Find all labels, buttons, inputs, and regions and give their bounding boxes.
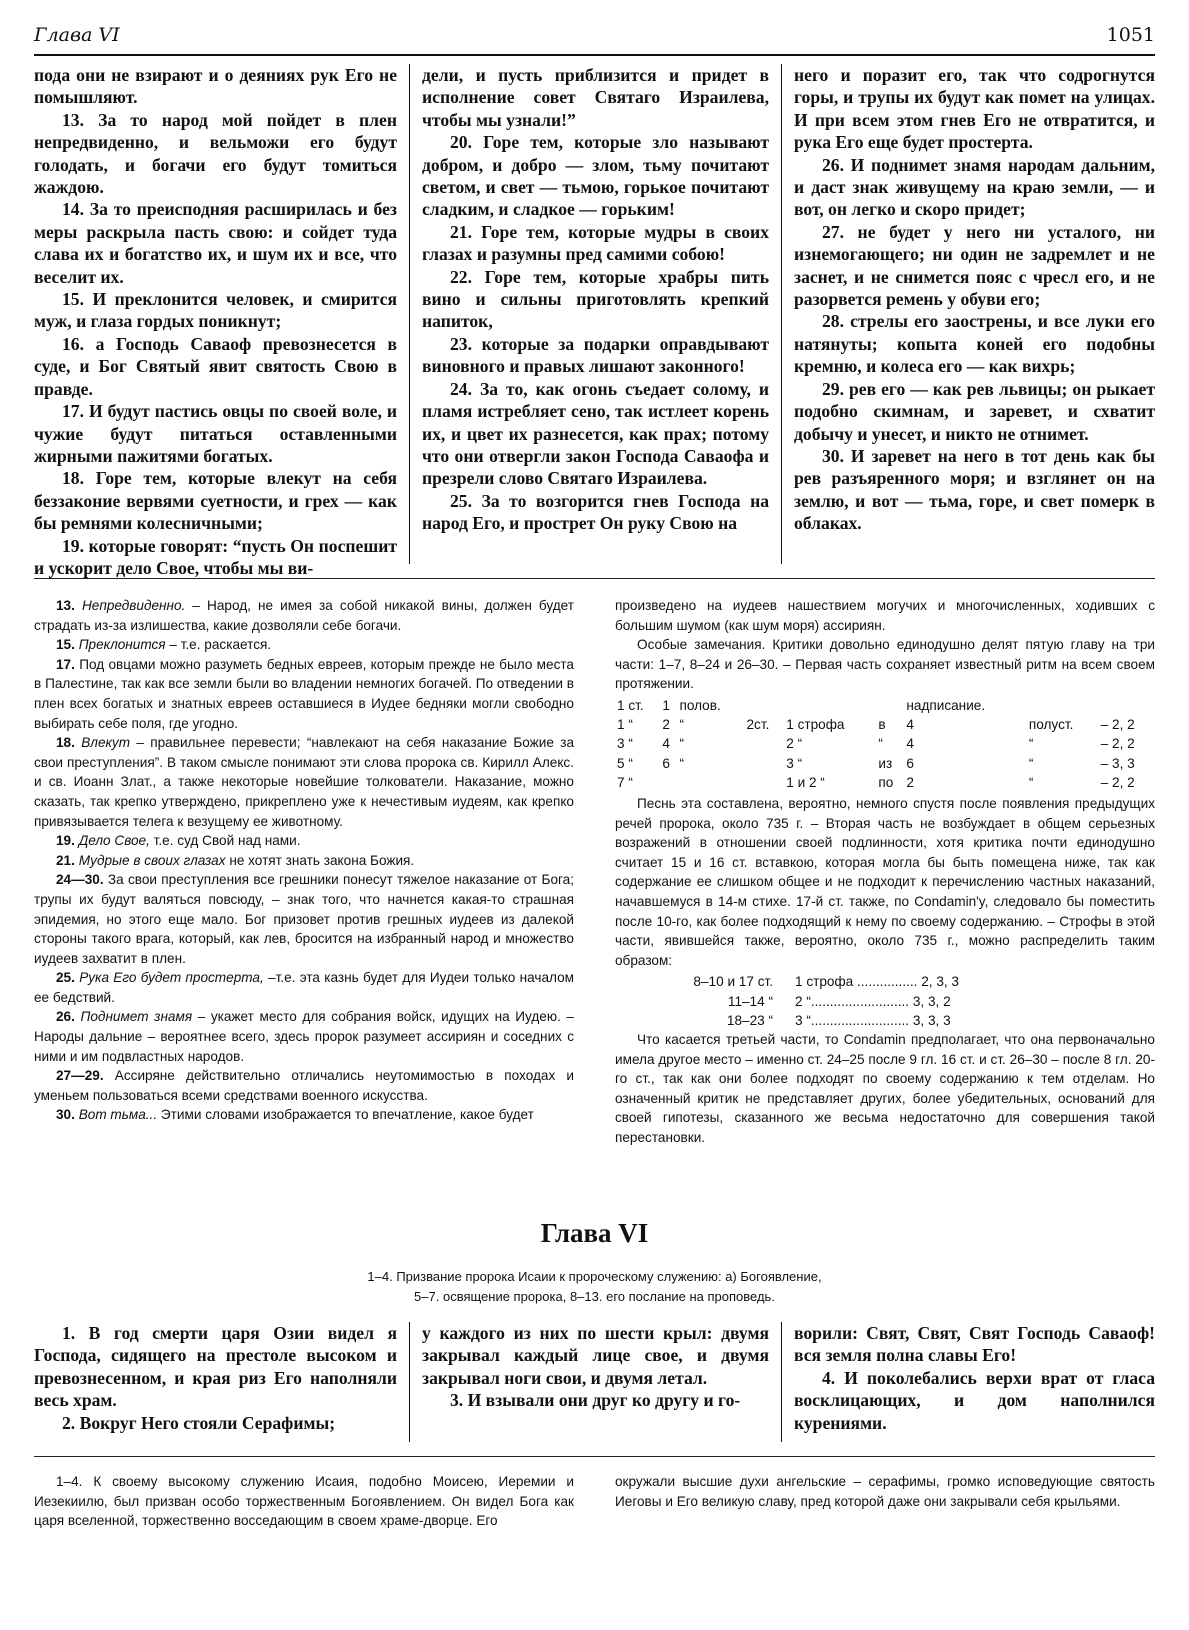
strophe-row: 11–14 “ 2 “.......................... 3, 3, 2	[727, 993, 951, 1009]
rhythm-cell: 1 и 2 “	[786, 774, 825, 790]
commentary-paragraph: Что касается третьей части, то Condamin предполагает, что она первоначально имела другое место – именно ст. 24–25 после 9 гл. 16 ст. и ст. 26–30 – после 8 гл. 20-го ст., так как они более подходят по своему содержанию к тем отделам. Но означенный критик не представляет других, более убедительных, оснований для своей гипотезы, сказанного же весьма недостаточно для совершения такой перестановки.	[615, 1031, 1155, 1145]
rhythm-row	[615, 696, 1155, 715]
verse: 22. Горе тем, которые храбры пить вино и сильны приготовлять крепкий напиток,	[422, 266, 769, 332]
rhythm-cell: – 3, 3	[1100, 755, 1135, 771]
verse: 17. И будут пастись овцы по своей воле, и чужие будут питаться оставленными жирными пажитями богатых.	[34, 401, 397, 466]
rhythm-cell: “	[1028, 755, 1034, 771]
chapter-summary-line: 1–4. Призвание пророка Исаии к пророческому служению: а) Богоявление,	[367, 1269, 822, 1284]
verse: 16. а Господь Саваоф превознесется в суде, и Бог Святый явит святость Свою в правде.	[34, 333, 397, 399]
verse: 27. не будет у него ни усталого, ни изнемогающего; ни один не задремлет и не заснет, и не снимется пояс с чресл его, и не разорвется ремень у обуви его;	[794, 221, 1155, 310]
verse: 2. Вокруг Него стояли Серафимы;	[62, 1412, 336, 1433]
header-chapter: Глава VI	[34, 24, 120, 46]
rhythm-cell: 1	[662, 697, 670, 713]
rhythm-cell: 7 “	[617, 774, 633, 790]
commentary-note: 19. Дело Свое, т.е. суд Свой над нами.	[56, 833, 301, 849]
scripture-columns-chapter6	[34, 1322, 1155, 1442]
commentary-note: 15. Преклонится – т.е. раскается.	[56, 637, 272, 653]
page-number: 1051	[1106, 24, 1155, 46]
chapter-title: Глава VI	[540, 1218, 649, 1248]
verse: 13. За то народ мой пойдет в плен непредвиденно, и вельможи его будут голодать, и богачи его будут томиться жаждою.	[34, 109, 397, 198]
rhythm-cell: 5 “	[617, 755, 633, 771]
rhythm-cell: по	[878, 774, 894, 790]
commentary-note: 24—30. За свои преступления все грешники понесут тяжелое наказание от Бога; трупы их будут валяться повсюду, – знак того, что начнется какая-то страшная эпидемия, но этого еще мало. Бог призовет против грешных иудеев из далекой стороны такого врага, который, как лев, бросится на избранный народ и множество иудеев захватит в плен.	[34, 872, 575, 966]
rhythm-cell: 3 “	[786, 755, 803, 771]
rhythm-cell: 4	[662, 736, 670, 752]
verse: 20. Горе тем, которые зло называют добром, и добро — злом, тьму почитают светом, и свет — тьмою, горькое почитают сладким, и сладкое — горьким!	[422, 132, 769, 220]
rhythm-cell: – 2, 2	[1100, 774, 1135, 790]
rhythm-row	[615, 773, 1155, 792]
commentary-note: 13. Непредвиденно. – Народ, не имея за собой никакой вины, должен будет страдать из-за излишества, какие дозволяли себе богачи.	[34, 598, 574, 633]
commentary-paragraph: Песнь эта составлена, вероятно, немного спустя после появления предыдущих речей пророка, около 735 г. – Вторая часть не возбуждает в общем серьезных возражений в отношении своей подлинности, хотя критика почти единодушно считает 15 и 16 ст. вставкою, которая могла бы быть помещена ниже, так как содержание ее слишком общее и не подходит к перечислению частных наказаний, начавшемуся в 14-м стихе. 17-й ст. также, по Condamin'y, следовало бы поместить после 10-го, как более подходящий к нему по своему содержанию. – Строфы в этой части, явившейся также, вероятно, около 735 г., можно распределить таким образом:	[615, 795, 1155, 968]
scripture-column-2	[409, 64, 782, 564]
verse: 14. За то преисподняя расширилась и без меры раскрыла пасть свою: и сойдет туда слава их и богатство их, и шум их и все, что веселит их.	[34, 199, 397, 287]
scripture-column-1	[34, 1322, 409, 1442]
rhythm-cell: 6	[906, 755, 914, 771]
verse: 23. которые за подарки оправдывают виновного и правых лишают законного!	[422, 333, 769, 377]
chapter-summary	[0, 1267, 1189, 1307]
commentary-note: 18. Влекут – правильнее перевести; “навлекают на себя наказание Божие за свои преступления”. В таком смысле понимают эти слова пророка св. Кирилл Алекс. и св. Иоанн Злат., а также некоторые новейшие толкователи. Наказание, можно сказать, так крепко утверждено, прикреплено уже к нечестивым иудеям, как крепко привязывается телега к везущему ее животному.	[34, 735, 574, 829]
commentary-paragraph: 1–4. К своему высокому служению Исаия, подобно Моисею, Иеремии и Иезекиилю, был призван особо торжественным Богоявлением. Он видел Бога как царя вселенной, торжественно восседающим в своем храме-дворце. Его	[34, 1474, 574, 1529]
verse: 15. И преклонится человек, и смирится муж, и глаза гордых поникнут;	[34, 289, 397, 332]
running-header	[34, 20, 1155, 56]
verse: 21. Горе тем, которые мудры в своих глазах и разумны пред самими собою!	[422, 221, 769, 265]
commentary-note: 17. Под овцами можно разуметь бедных евреев, которым прежде не было места в Палестине, так как все земли были во владении немногих богачей. По отведении в плен всех богатых и знатных евреев оставшиеся в Иудее бедняки могли свободно выбирать себе поля, где угодно.	[34, 656, 574, 731]
rhythm-cell: из	[878, 755, 893, 771]
commentary-note: 21. Мудрые в своих глазах не хотят знать закона Божия.	[56, 852, 415, 868]
rhythm-cell: 6	[662, 755, 670, 771]
verse: 4. И поколебались верхи врат от гласа восклицающих, и дом наполнился курениями.	[794, 1367, 1155, 1433]
rhythm-cell: 1 “	[617, 717, 633, 733]
verse: 19. которые говорят: “пусть Он поспешит и ускорит дело Свое, чтобы мы ви-	[34, 535, 397, 578]
verse: 25. За то возгорится гнев Господа на народ Его, и прострет Он руку Свою на	[422, 490, 769, 534]
scripture-column-3	[782, 1322, 1155, 1442]
rhythm-cell: надписание.	[906, 697, 986, 713]
chapter-summary-line: 5–7. освящение пророка, 8–13. его послание на проповедь.	[414, 1289, 775, 1304]
rhythm-cell: – 2, 2	[1100, 736, 1135, 752]
verse: ворили: Свят, Свят, Свят Господь Саваоф! вся земля полна славы Его!	[794, 1323, 1155, 1366]
verse: 1. В год смерти царя Озии видел я Господа, сидящего на престоле высоком и превознесенном, и края риз Его наполняли весь храм.	[34, 1323, 397, 1411]
verse: 28. стрелы его заострены, и все луки его натянуты; копыта коней его подобны кремню, и колеса его — как вихрь;	[794, 311, 1155, 377]
verse: 29. рев его — как рев львицы; он рыкает подобно скимнам, и заревет, и схватит добычу и унесет, и никто не отнимет.	[794, 378, 1155, 444]
rhythm-cell: в	[878, 717, 886, 733]
commentary-note: 30. Вот тьма... Этими словами изображается то впечатление, какое будет	[56, 1107, 534, 1123]
commentary-right	[615, 1472, 1155, 1592]
rhythm-cell	[745, 773, 785, 792]
separator-rule	[34, 578, 1155, 579]
verse: 3. И взывали они друг ко другу и го-	[450, 1390, 741, 1411]
rhythm-cell	[1099, 696, 1155, 715]
rhythm-cell: “	[1028, 774, 1034, 790]
rhythm-cell: – 2, 2	[1100, 717, 1135, 733]
rhythm-cell: полуст.	[1028, 717, 1074, 733]
verse: 18. Горе тем, которые влекут на себя беззаконие вервями суетности, и грех — как бы ремнями колесничными;	[34, 468, 397, 534]
verse: 26. И поднимет знамя народам дальним, и даст знак живущему на краю земли, — и вот, он легко и скоро придет;	[794, 154, 1155, 220]
commentary-bottom	[34, 1472, 1155, 1592]
verse: дели, и пусть приблизится и придет в исполнение совет Святаго Израилева, чтобы мы узнали!”	[422, 65, 769, 130]
strophe-row: 8–10 и 17 ст. 1 строфа ................ 2, 3, 3	[693, 974, 959, 990]
commentary-note: 27—29. Ассиряне действительно отличались неутомимостью в походах и уменьем пользоваться всеми средствами военного искусства.	[34, 1068, 574, 1103]
scripture-column-3	[782, 64, 1155, 564]
rhythm-cell	[876, 696, 904, 715]
rhythm-cell: “	[878, 736, 883, 752]
rhythm-cell: 1 строфа	[786, 717, 845, 733]
rhythm-cell	[1027, 696, 1099, 715]
rhythm-cell	[745, 734, 785, 753]
rhythm-cell	[677, 773, 744, 792]
commentary-paragraph: произведено на иудеев нашествием могучих и многочисленных, ходивших с большим шумом (как шум моря) ассириян.	[615, 598, 1155, 633]
scripture-column-1	[34, 64, 409, 578]
commentary-paragraph: Особые замечания. Критики довольно единодушно делят пятую главу на три части: 1–7, 8–24 и 26–30. – Первая часть сохраняет известный ритм на всем своем протяжении.	[615, 637, 1155, 692]
strophe-list	[675, 972, 1155, 1030]
rhythm-cell	[745, 696, 785, 715]
rhythm-cell: 2ст.	[746, 717, 770, 733]
rhythm-cell: “	[679, 736, 684, 752]
verse: пода они не взирают и о деяниях рук Его не помышляют.	[34, 65, 397, 108]
rhythm-cell: “	[679, 717, 684, 733]
commentary-note: 25. Рука Его будет простерта, –т.е. эта казнь будет для Иудеи только началом ее бедствий.	[34, 970, 575, 1005]
commentary-columns	[34, 596, 1155, 1194]
rhythm-cell: “	[679, 755, 684, 771]
rhythm-cell: “	[1028, 736, 1034, 752]
verse: него и поразит его, так что содрогнутся горы, и трупы их будут как помет на улицах. И при всем этом гнев Его не отвратится, и рука Его еще будет простерта.	[794, 65, 1155, 153]
rhythm-row	[615, 754, 1155, 773]
rhythm-cell: 3 “	[617, 736, 633, 752]
rhythm-cell: 2	[662, 717, 670, 733]
scripture-column-2	[409, 1322, 782, 1442]
commentary-left	[34, 1472, 574, 1592]
scripture-columns-top	[34, 64, 1155, 578]
rhythm-cell: 2 “	[786, 736, 803, 752]
separator-rule	[34, 1456, 1155, 1457]
rhythm-row	[615, 715, 1155, 734]
verse: 30. И заревет на него в тот день как бы рев разъяренного моря; и взглянет он на землю, и вот — тьма, горе, и свет померк в облаках.	[794, 445, 1155, 534]
rhythm-row	[615, 734, 1155, 753]
verse: у каждого из них по шести крыл: двумя закрывал каждый лице свое, и двумя закрывал ноги свои, и двумя летал.	[422, 1323, 769, 1388]
rhythm-cell: 4	[906, 717, 914, 733]
rhythm-cell: 1 ст.	[617, 697, 644, 713]
commentary-left	[34, 596, 574, 1194]
rhythm-cell	[784, 696, 876, 715]
rhythm-cell: полов.	[679, 697, 721, 713]
rhythm-cell	[660, 773, 677, 792]
commentary-right	[615, 596, 1155, 1194]
commentary-note: 26. Поднимет знамя – укажет место для собрания войск, идущих на Иудею. – Народы дальние – вероятнее всего, здесь пророк разумеет ассириян и соседних с ними и им подвластных народов.	[34, 1009, 574, 1064]
rhythm-table	[615, 696, 1155, 792]
verse: 24. За то, как огонь съедает солому, и пламя истребляет сено, так истлеет корень их, и цвет их разнесется, как прах; потому что они отвергли закон Господа Саваофа и презрели слово Святаго Израилева.	[422, 378, 769, 489]
strophe-row: 18–23 “ 3 “.......................... 3, 3, 3	[726, 1012, 951, 1028]
rhythm-cell: 4	[906, 736, 914, 752]
commentary-paragraph: окружали высшие духи ангельские – серафимы, громко исповедующие святость Иеговы и Его великую славу, пред которой даже они закрывали себя крыльями.	[615, 1474, 1155, 1509]
rhythm-cell: 2	[906, 774, 914, 790]
rhythm-cell	[745, 754, 785, 773]
